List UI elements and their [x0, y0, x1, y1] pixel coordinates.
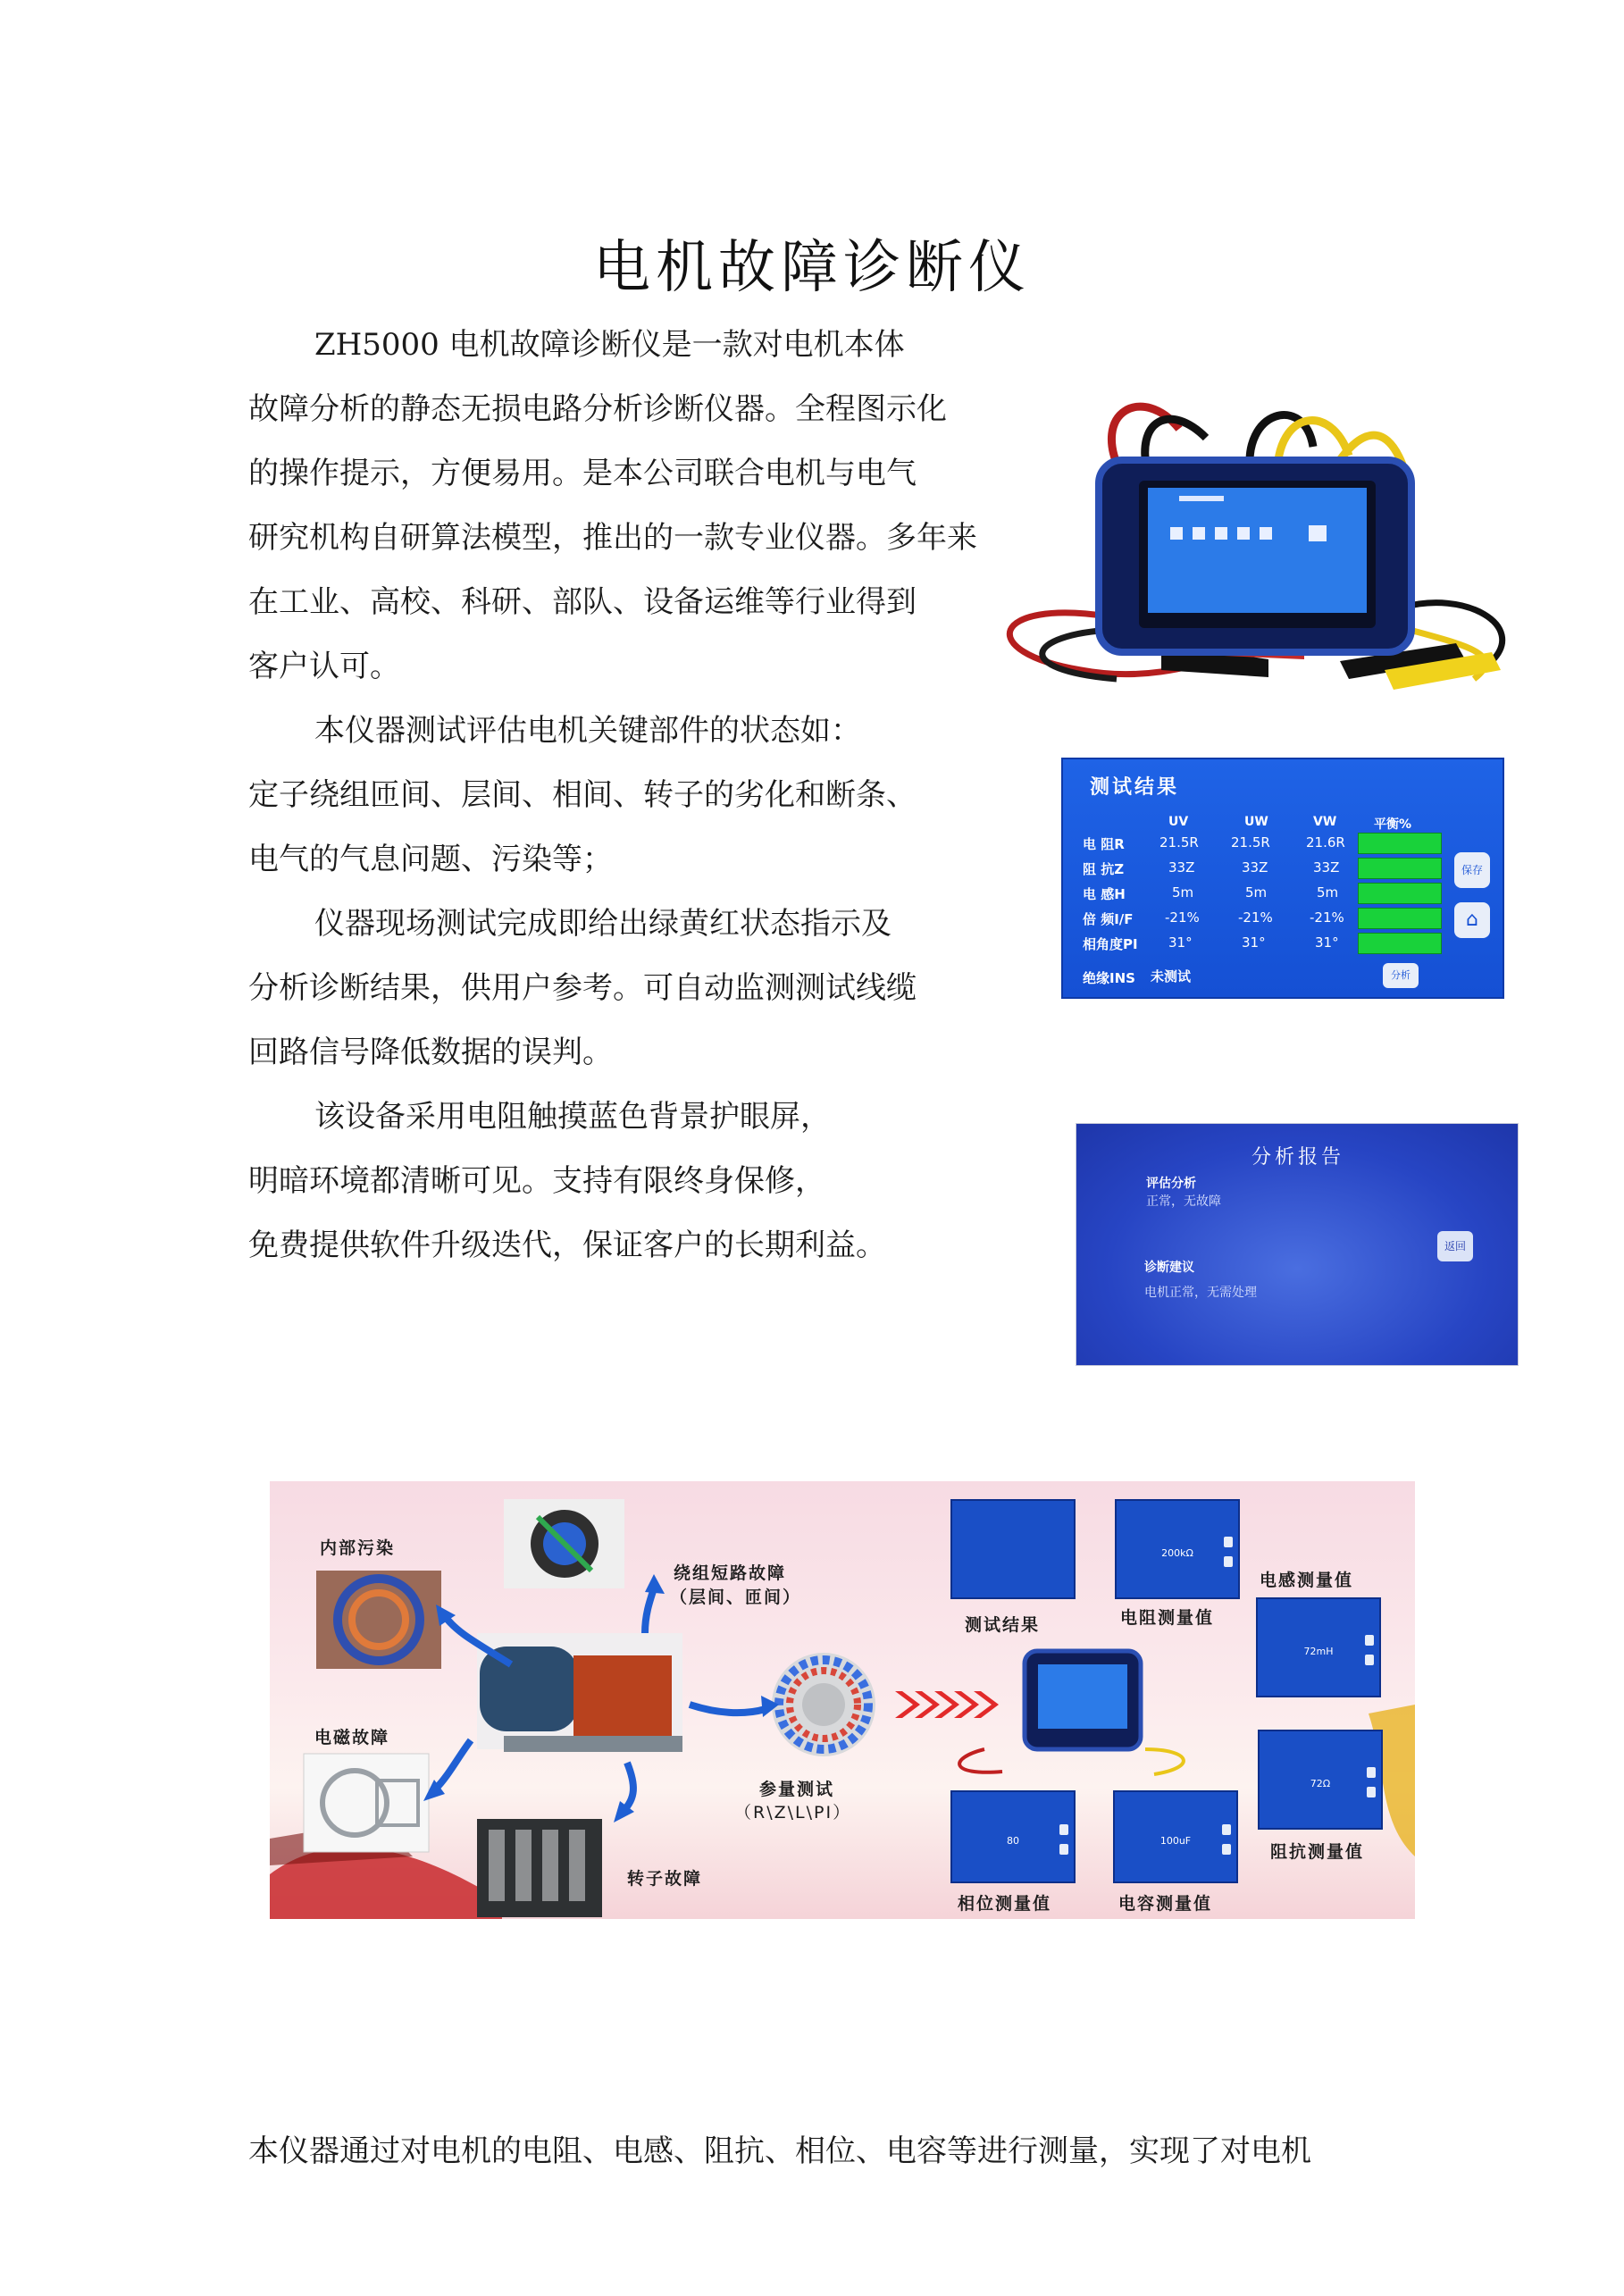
components-line: 本仪器测试评估电机关键部件的状态如：: [314, 713, 861, 749]
mini-capacitance-screen: [1113, 1790, 1238, 1883]
test-result-screen: [1061, 758, 1504, 999]
intro-line: ZH5000 电机故障诊断仪是一款对电机本体: [314, 327, 905, 363]
onsite-line: 分析诊断结果，供用户参考。可自动监测测试线缆: [248, 970, 917, 1006]
label-phase: 相位测量值: [958, 1894, 1052, 1914]
cell-uw: 21.5R: [1231, 834, 1270, 851]
mini-key: [1224, 1556, 1233, 1567]
intro-line: 客户认可。: [248, 649, 400, 684]
label-winding-short: 绕组短路故障: [674, 1563, 787, 1583]
intro-paragraph: [248, 313, 977, 699]
bottom-paragraph: 本仪器通过对电机的电阻、电感、阻抗、相位、电容等进行测量，实现了对电机: [248, 2133, 1311, 2169]
balance-indicator: [1358, 858, 1442, 879]
eval-value: 正常，无故障: [1146, 1194, 1221, 1209]
cell-uv: 31°: [1168, 934, 1193, 951]
cell-uv: 21.5R: [1159, 834, 1199, 851]
onsite-line: 仪器现场测试完成即给出绿黄红状态指示及: [314, 906, 892, 942]
onsite-line: 回路信号降低数据的误判。: [248, 1035, 613, 1070]
column-header-uv: UV: [1168, 815, 1189, 829]
intro-line: 故障分析的静态无损电路分析诊断仪器。全程图示化: [248, 391, 947, 427]
label-rotor: 转子故障: [627, 1869, 703, 1889]
balance-indicator: [1358, 908, 1442, 929]
column-header-balance: 平衡%: [1374, 817, 1412, 832]
advice-value: 电机正常，无需处理: [1144, 1286, 1257, 1300]
column-header-vw: VW: [1313, 815, 1337, 829]
mini-phase-screen: [950, 1790, 1076, 1883]
back-button[interactable]: 返回: [1437, 1231, 1473, 1261]
insulation-value: 未测试: [1151, 968, 1192, 985]
label-test-result: 测试结果: [965, 1615, 1041, 1635]
cell-vw: 5m: [1317, 884, 1339, 901]
label-param-test-sub: （R\Z\L\PI）: [734, 1803, 852, 1823]
page-title: 电机故障诊断仪: [593, 235, 1031, 301]
cell-uv: 5m: [1172, 884, 1194, 901]
cell-vw: -21%: [1310, 909, 1344, 926]
mini-key: [1365, 1635, 1374, 1646]
balance-indicator: [1358, 883, 1442, 904]
cell-uw: 33Z: [1242, 859, 1268, 876]
save-button[interactable]: 保存: [1454, 852, 1490, 888]
insulation-label: 绝缘INS: [1083, 970, 1135, 986]
analysis-report-screen: [1076, 1123, 1519, 1366]
mini-key: [1222, 1844, 1231, 1855]
cell-uv: 33Z: [1168, 859, 1195, 876]
mini-test-result-screen: [950, 1499, 1076, 1599]
mini-resistance-screen: [1115, 1499, 1240, 1599]
label-internal-pollution: 内部污染: [320, 1538, 396, 1558]
device-photo: [956, 375, 1536, 697]
display-line: 该设备采用电阻触摸蓝色背景护眼屏，: [314, 1099, 831, 1135]
report-screen-title: 分析报告: [1251, 1146, 1344, 1169]
label-inductance: 电感测量值: [1260, 1571, 1354, 1590]
mini-impedance-screen: [1258, 1730, 1383, 1830]
label-param-test: 参量测试: [759, 1780, 835, 1799]
workflow-banner: [270, 1481, 1415, 1919]
label-capacitance: 电容测量值: [1118, 1894, 1213, 1914]
resistance-value: 200kΩ: [1161, 1546, 1193, 1559]
capacitance-value: 100uF: [1159, 1835, 1192, 1847]
mini-key: [1222, 1824, 1231, 1835]
balance-indicator: [1358, 933, 1442, 954]
display-line: 明暗环境都清晰可见。支持有限终身保修，: [248, 1163, 825, 1199]
analyze-button[interactable]: 分析: [1383, 963, 1419, 988]
home-button[interactable]: [1454, 902, 1490, 938]
label-impedance: 阻抗测量值: [1270, 1842, 1365, 1862]
impedance-value: 72Ω: [1310, 1777, 1331, 1789]
eval-label: 评估分析: [1146, 1177, 1196, 1191]
cell-uv: -21%: [1165, 909, 1200, 926]
mini-inductance-screen: [1256, 1597, 1381, 1697]
row-label: 电 感H: [1083, 886, 1126, 902]
display-line: 免费提供软件升级迭代，保证客户的长期利益。: [248, 1228, 886, 1263]
cell-vw: 31°: [1315, 934, 1339, 951]
mini-key: [1224, 1537, 1233, 1547]
row-label: 倍 频I/F: [1083, 911, 1134, 927]
mini-key: [1365, 1655, 1374, 1665]
row-label: 电 阻R: [1083, 836, 1125, 852]
label-winding-short-sub: （层间、匝间）: [670, 1588, 802, 1607]
mini-key: [1059, 1824, 1068, 1835]
advice-label: 诊断建议: [1144, 1261, 1194, 1275]
phase-value: 80: [1007, 1835, 1019, 1847]
row-label: 阻 抗Z: [1083, 861, 1125, 877]
banner-illustration: [270, 1481, 1415, 1919]
inductance-value: 72mH: [1303, 1645, 1334, 1657]
cell-vw: 33Z: [1313, 859, 1340, 876]
components-line: 定子绕组匝间、层间、相间、转子的劣化和断条、: [248, 777, 917, 813]
intro-line: 研究机构自研算法模型，推出的一款专业仪器。多年来: [248, 520, 977, 556]
cell-uw: 31°: [1242, 934, 1266, 951]
cell-vw: 21.6R: [1306, 834, 1345, 851]
mini-key: [1059, 1844, 1068, 1855]
column-header-uw: UW: [1244, 815, 1268, 829]
display-paragraph: [248, 1085, 886, 1278]
components-paragraph: [248, 699, 917, 892]
mini-key: [1367, 1767, 1376, 1778]
mini-key: [1367, 1787, 1376, 1797]
cell-uw: 5m: [1245, 884, 1268, 901]
onsite-paragraph: [248, 892, 917, 1085]
label-resistance: 电阻测量值: [1120, 1608, 1215, 1628]
row-label: 相角度PI: [1083, 936, 1138, 952]
home-icon: ⌂: [1466, 909, 1478, 931]
label-electromagnetic: 电磁故障: [314, 1728, 390, 1747]
balance-indicator: [1358, 833, 1442, 854]
intro-line: 的操作提示，方便易用。是本公司联合电机与电气: [248, 456, 917, 491]
cell-uw: -21%: [1238, 909, 1273, 926]
intro-line: 在工业、高校、科研、部队、设备运维等行业得到: [248, 584, 917, 620]
components-line: 电气的气息问题、污染等；: [248, 842, 613, 877]
result-screen-title: 测试结果: [1090, 776, 1180, 799]
